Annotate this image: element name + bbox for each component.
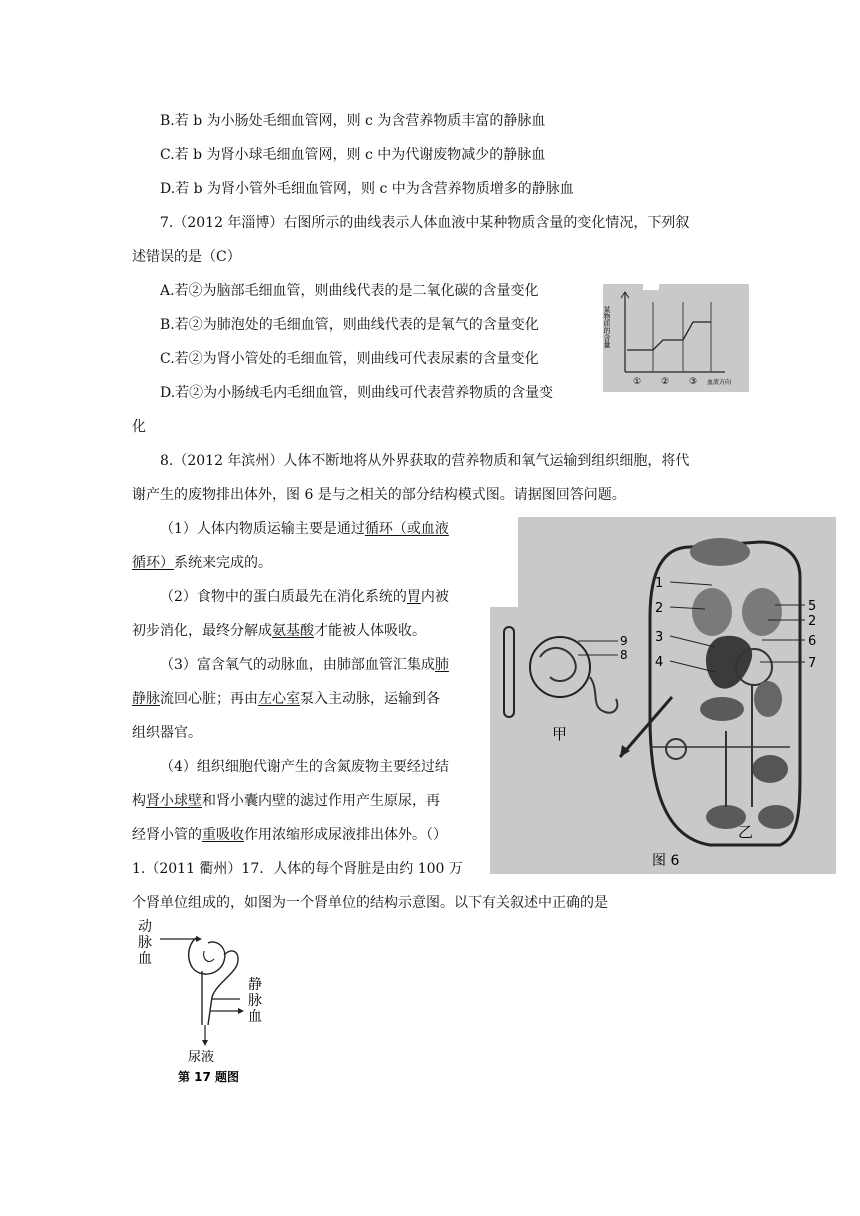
q7-graph-xlabel: 血流方向 xyxy=(707,379,732,386)
q8-figure-svg xyxy=(490,517,836,874)
q8-part4-line1: （4）组织细胞代谢产生的含氮废物主要经过结 xyxy=(160,759,449,775)
q7-option-b: B.若②为肺泡处的毛细血管，则曲线代表的是氧气的含量变化 xyxy=(160,317,539,333)
q8-fig-caption: 图 6 xyxy=(652,853,680,869)
q8-fig-sub-a: 甲 xyxy=(552,725,568,743)
q1-nephron-svg xyxy=(130,915,280,1085)
q8-part4-line3 xyxy=(132,826,447,844)
q8-part3-answer2: 左心室 xyxy=(258,691,300,707)
q8-figure-6 xyxy=(490,517,836,874)
q8-part2-line1 xyxy=(160,588,449,606)
q1-stem-line2: 个肾单位组成的，如图为一个肾单位的结构示意图。以下有关叙述中正确的是 xyxy=(132,895,608,911)
q7-graph-tick-2: ② xyxy=(661,377,670,387)
q8-fig-label-2b: 2 xyxy=(808,614,817,629)
q7-option-a: A.若②为脑部毛细血管，则曲线代表的是二氧化碳的含量变化 xyxy=(160,283,539,299)
q8-part4-text-b: 构 xyxy=(132,793,146,809)
q8-part3-text-b: 流回心脏；再由 xyxy=(160,691,258,707)
q8-part3-text-c: 泵入主动脉，运输到各 xyxy=(300,691,440,707)
q8-fig-label-5: 5 xyxy=(808,599,817,614)
q1-label-in-2: 脉 xyxy=(138,935,152,951)
q6-option-d: D.若 b 为肾小管外毛细血管网，则 c 中为含营养物质增多的静脉血 xyxy=(160,181,574,197)
q8-part1-text: （1）人体内物质运输主要是通过 xyxy=(160,521,365,537)
q1-label-out-2: 脉 xyxy=(248,993,262,1009)
q1-nephron-figure xyxy=(130,915,280,1085)
q8-stem-line2: 谢产生的废物排出体外，图 6 是与之相关的部分结构模式图。请据图回答问题。 xyxy=(132,487,626,503)
q8-part4-text-c: 和肾小囊内壁的滤过作用产生原尿，再 xyxy=(202,793,440,809)
q8-part2-text: （2）食物中的蛋白质最先在消化系统的 xyxy=(160,589,407,605)
q8-fig-label-4: 4 xyxy=(655,655,664,670)
q1-label-in-3: 血 xyxy=(138,951,152,967)
q8-part4-answer1: 肾小球壁 xyxy=(146,793,202,809)
q8-part2-text-d: 才能被人体吸收。 xyxy=(314,623,426,639)
q8-part1-line2 xyxy=(132,554,272,572)
q8-part2-answer2: 氨基酸 xyxy=(272,623,314,639)
q8-part2-text-b: 内被 xyxy=(420,589,449,605)
q6-option-c: C.若 b 为肾小球毛细血管网，则 c 中为代谢废物减少的静脉血 xyxy=(160,147,546,163)
q7-option-c: C.若②为肾小管处的毛细血管，则曲线可代表尿素的含量变化 xyxy=(160,351,539,367)
q8-part4-answer2: 重吸收 xyxy=(202,827,244,843)
q1-figure-caption: 第 17 题图 xyxy=(178,1070,240,1084)
q1-label-urine: 尿液 xyxy=(188,1050,215,1065)
q8-fig-label-2: 2 xyxy=(655,601,664,616)
q8-fig-label-6: 6 xyxy=(808,634,817,649)
q8-fig-label-9: 9 xyxy=(620,634,628,648)
q8-stem-line1: 8.（2012 年滨州）人体不断地将从外界获取的营养物质和氧气运输到组织细胞，将代 xyxy=(160,453,690,469)
q7-graph-svg xyxy=(603,284,749,392)
q8-fig-label-3: 3 xyxy=(655,630,664,645)
q7-stem-line1: 7.（2012 年淄博）右图所示的曲线表示人体血液中某种物质含量的变化情况，下列叙 xyxy=(160,215,690,231)
q8-part4-text-d: 经肾小管的 xyxy=(132,827,202,843)
q8-part3-line1 xyxy=(160,656,449,674)
q8-part3-line3: 组织器官。 xyxy=(132,725,202,741)
q8-fig-label-1: 1 xyxy=(655,576,664,591)
q8-part2-text-c: 初步消化，最终分解成 xyxy=(132,623,272,639)
q1-label-out-3: 血 xyxy=(248,1009,262,1025)
q7-option-d-line1: D.若②为小肠绒毛内毛细血管，则曲线可代表营养物质的含量变 xyxy=(160,385,554,401)
q7-graph-tick-3: ③ xyxy=(689,377,698,387)
q8-part3-answer1a: 肺 xyxy=(434,657,449,673)
q8-part3-line2 xyxy=(132,690,440,708)
q7-stem-line2: 述错误的是（C） xyxy=(132,249,241,265)
q6-option-b: B.若 b 为小肠处毛细血管网，则 c 为含营养物质丰富的静脉血 xyxy=(160,113,546,129)
q8-part1-text-end: 系统来完成的。 xyxy=(174,555,272,571)
q8-part4-text-e: 作用浓缩形成尿液排出体外。（） xyxy=(244,827,447,843)
q8-part2-answer1: 胃 xyxy=(406,589,421,605)
q8-part3-answer1b: 静脉 xyxy=(132,691,160,707)
q8-part1-line1 xyxy=(160,520,449,538)
q7-option-d-line2: 化 xyxy=(132,419,146,435)
q7-content-graph xyxy=(603,284,749,392)
q8-part2-line2 xyxy=(132,622,426,640)
q8-part4-line2 xyxy=(132,792,440,810)
q8-fig-sub-b: 乙 xyxy=(738,823,754,841)
q8-fig-label-7: 7 xyxy=(808,656,817,671)
q1-label-out-1: 静 xyxy=(248,977,262,993)
q1-stem-line1: 1.（2011 衢州）17．人体的每个肾脏是由约 100 万 xyxy=(132,861,463,877)
q7-graph-ylabel: 某物质的含量 xyxy=(603,306,611,348)
q7-graph-tick-1: ① xyxy=(633,377,642,387)
q8-part3-text: （3）富含氧气的动脉血，由肺部血管汇集成 xyxy=(160,657,435,673)
q8-part1-answer-cont: 循环） xyxy=(132,555,174,571)
q1-label-in-1: 动 xyxy=(138,919,152,935)
q8-fig-label-8: 8 xyxy=(620,648,628,662)
q8-part1-answer: 循环（或血液 xyxy=(364,521,449,537)
